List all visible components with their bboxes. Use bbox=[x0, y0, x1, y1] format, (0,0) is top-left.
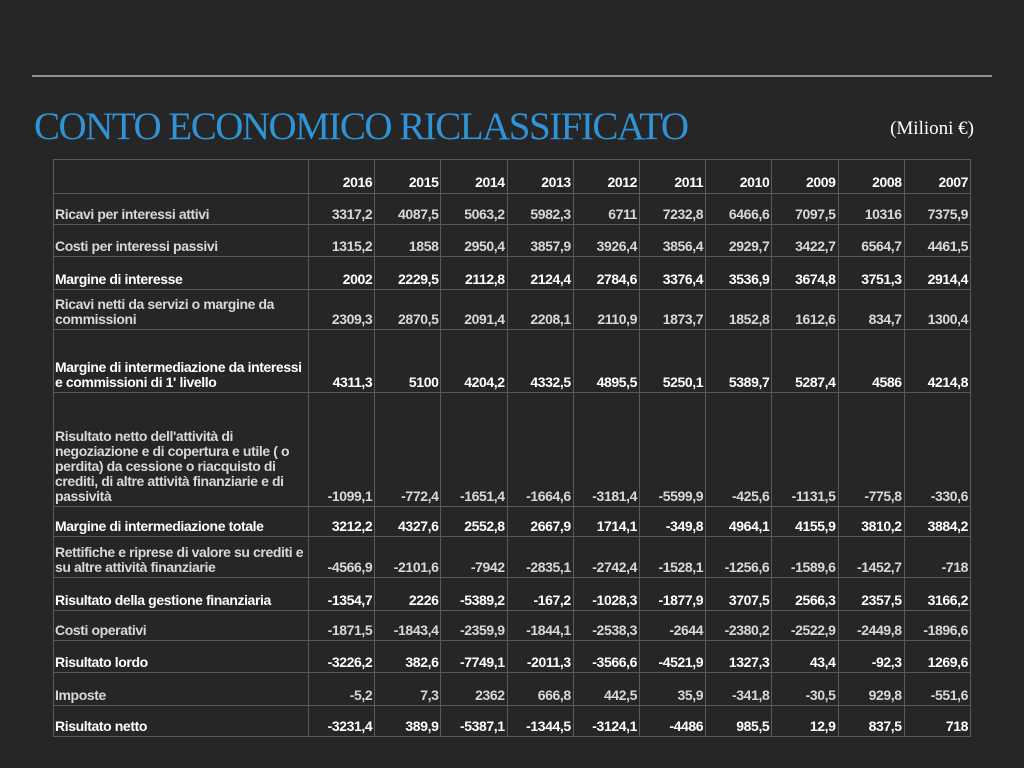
table-cell-value: 10316 bbox=[838, 194, 904, 225]
table-cell-value: 1852,8 bbox=[706, 290, 772, 330]
table-cell-value: 3422,7 bbox=[772, 225, 838, 257]
table-cell-value: 3376,4 bbox=[639, 257, 705, 290]
table-cell-value: 2566,3 bbox=[772, 578, 838, 611]
table-cell-value: -5,2 bbox=[309, 673, 375, 706]
table-cell-value: 4311,3 bbox=[309, 330, 375, 393]
table-cell-value: 5287,4 bbox=[772, 330, 838, 393]
table-cell-value: 3212,2 bbox=[309, 507, 375, 537]
table-cell-value: 2229,5 bbox=[375, 257, 441, 290]
table-row bbox=[54, 507, 971, 537]
table-cell-value: -2380,2 bbox=[706, 611, 772, 641]
row-label: Ricavi netti da servizi o margine da commissioni bbox=[54, 290, 309, 330]
table-cell-value: 2362 bbox=[441, 673, 507, 706]
column-header-2009: 2009 bbox=[772, 160, 838, 194]
table-cell-value: 3317,2 bbox=[309, 194, 375, 225]
table-cell-value: 7,3 bbox=[375, 673, 441, 706]
table-cell-value: 3536,9 bbox=[706, 257, 772, 290]
table-cell-value: -2538,3 bbox=[573, 611, 639, 641]
table-cell-value: 718 bbox=[904, 706, 970, 737]
table-row bbox=[54, 673, 971, 706]
table-cell-value: 3166,2 bbox=[904, 578, 970, 611]
table-cell-value: 4461,5 bbox=[904, 225, 970, 257]
row-label: Margine di intermediazione totale bbox=[54, 507, 309, 537]
table-cell-value: -2522,9 bbox=[772, 611, 838, 641]
table-row bbox=[54, 537, 971, 578]
table-cell-value: 2552,8 bbox=[441, 507, 507, 537]
header-row bbox=[54, 160, 971, 194]
table-cell-value: -1099,1 bbox=[309, 393, 375, 507]
table-row bbox=[54, 706, 971, 737]
table-cell-value: 43,4 bbox=[772, 641, 838, 673]
table-cell-value: -2644 bbox=[639, 611, 705, 641]
table-cell-value: 6466,6 bbox=[706, 194, 772, 225]
table-cell-value: 2124,4 bbox=[507, 257, 573, 290]
table-cell-value: -2011,3 bbox=[507, 641, 573, 673]
table-cell-value: 837,5 bbox=[838, 706, 904, 737]
table-cell-value: 389,9 bbox=[375, 706, 441, 737]
table-cell-value: -1896,6 bbox=[904, 611, 970, 641]
table-cell-value: -4521,9 bbox=[639, 641, 705, 673]
table-cell-value: 834,7 bbox=[838, 290, 904, 330]
table-cell-value: -1131,5 bbox=[772, 393, 838, 507]
table-cell-value: -1452,7 bbox=[838, 537, 904, 578]
table-cell-value: 666,8 bbox=[507, 673, 573, 706]
table-cell-value: 5100 bbox=[375, 330, 441, 393]
table-cell-value: -1354,7 bbox=[309, 578, 375, 611]
table-cell-value: 5982,3 bbox=[507, 194, 573, 225]
table-cell-value: 985,5 bbox=[706, 706, 772, 737]
table-cell-value: 2110,9 bbox=[573, 290, 639, 330]
table-cell-value: -1651,4 bbox=[441, 393, 507, 507]
row-label: Risultato netto dell'attività di negoziazione e di copertura e utile ( o perdita) da cessione o riacquisto di crediti, di altre attività finanziarie e di passività bbox=[54, 393, 309, 507]
table-cell-value: 2914,4 bbox=[904, 257, 970, 290]
table-cell-value: -1589,6 bbox=[772, 537, 838, 578]
table-cell-value: 4155,9 bbox=[772, 507, 838, 537]
table-cell-value: 2226 bbox=[375, 578, 441, 611]
table-cell-value: 4895,5 bbox=[573, 330, 639, 393]
row-label: Rettifiche e riprese di valore su crediti e su altre attività finanziarie bbox=[54, 537, 309, 578]
table-cell-value: 1612,6 bbox=[772, 290, 838, 330]
top-divider bbox=[32, 75, 992, 77]
table-row bbox=[54, 578, 971, 611]
table-row bbox=[54, 393, 971, 507]
table-cell-value: 1315,2 bbox=[309, 225, 375, 257]
table-cell-value: 1300,4 bbox=[904, 290, 970, 330]
table-cell-value: 1873,7 bbox=[639, 290, 705, 330]
table-row bbox=[54, 611, 971, 641]
table-cell-value: -7942 bbox=[441, 537, 507, 578]
table-cell-value: 382,6 bbox=[375, 641, 441, 673]
table-cell-value: 2950,4 bbox=[441, 225, 507, 257]
table-cell-value: 2208,1 bbox=[507, 290, 573, 330]
table-cell-value: -5389,2 bbox=[441, 578, 507, 611]
table-row bbox=[54, 330, 971, 393]
table-cell-value: 1269,6 bbox=[904, 641, 970, 673]
table-row bbox=[54, 257, 971, 290]
table-cell-value: 4327,6 bbox=[375, 507, 441, 537]
table-cell-value: 3674,8 bbox=[772, 257, 838, 290]
table-cell-value: -551,6 bbox=[904, 673, 970, 706]
table-cell-value: 5063,2 bbox=[441, 194, 507, 225]
table-cell-value: -2742,4 bbox=[573, 537, 639, 578]
table-cell-value: -772,4 bbox=[375, 393, 441, 507]
table-cell-value: -3124,1 bbox=[573, 706, 639, 737]
table-cell-value: -92,3 bbox=[838, 641, 904, 673]
table-cell-value: 6711 bbox=[573, 194, 639, 225]
row-label: Risultato netto bbox=[54, 706, 309, 737]
table-cell-value: 929,8 bbox=[838, 673, 904, 706]
slide-title: CONTO ECONOMICO RICLASSIFICATO bbox=[34, 105, 688, 148]
table-row bbox=[54, 194, 971, 225]
row-label: Imposte bbox=[54, 673, 309, 706]
table-cell-value: 4586 bbox=[838, 330, 904, 393]
table-cell-value: -718 bbox=[904, 537, 970, 578]
row-label: Ricavi per interessi attivi bbox=[54, 194, 309, 225]
column-header-2007: 2007 bbox=[904, 160, 970, 194]
table-cell-value: -1843,4 bbox=[375, 611, 441, 641]
table-cell-value: -5599,9 bbox=[639, 393, 705, 507]
table-cell-value: -330,6 bbox=[904, 393, 970, 507]
table-cell-value: 35,9 bbox=[639, 673, 705, 706]
table-cell-value: -2449,8 bbox=[838, 611, 904, 641]
table-body bbox=[54, 194, 971, 737]
table-cell-value: -3566,6 bbox=[573, 641, 639, 673]
table-cell-value: 2357,5 bbox=[838, 578, 904, 611]
table-cell-value: 5389,7 bbox=[706, 330, 772, 393]
table-cell-value: -1877,9 bbox=[639, 578, 705, 611]
table-cell-value: -425,6 bbox=[706, 393, 772, 507]
table-cell-value: 4204,2 bbox=[441, 330, 507, 393]
table-cell-value: 4332,5 bbox=[507, 330, 573, 393]
table-cell-value: -1528,1 bbox=[639, 537, 705, 578]
table-cell-value: 1714,1 bbox=[573, 507, 639, 537]
table-cell-value: -4566,9 bbox=[309, 537, 375, 578]
table-cell-value: -1844,1 bbox=[507, 611, 573, 641]
table-cell-value: 3810,2 bbox=[838, 507, 904, 537]
table-cell-value: -1028,3 bbox=[573, 578, 639, 611]
column-header-2012: 2012 bbox=[573, 160, 639, 194]
table-cell-value: -3181,4 bbox=[573, 393, 639, 507]
table-cell-value: 2929,7 bbox=[706, 225, 772, 257]
table-cell-value: -3231,4 bbox=[309, 706, 375, 737]
table-cell-value: 2002 bbox=[309, 257, 375, 290]
column-header-2013: 2013 bbox=[507, 160, 573, 194]
row-label: Costi per interessi passivi bbox=[54, 225, 309, 257]
table-cell-value: 2870,5 bbox=[375, 290, 441, 330]
row-label: Margine di intermediazione da interessi e commissioni di 1' livello bbox=[54, 330, 309, 393]
table-cell-value: -3226,2 bbox=[309, 641, 375, 673]
column-header-2011: 2011 bbox=[639, 160, 705, 194]
table-row bbox=[54, 641, 971, 673]
row-label: Risultato della gestione finanziaria bbox=[54, 578, 309, 611]
income-statement-table bbox=[53, 159, 971, 737]
column-header-2008: 2008 bbox=[838, 160, 904, 194]
table-cell-value: -5387,1 bbox=[441, 706, 507, 737]
table-cell-value: 2667,9 bbox=[507, 507, 573, 537]
table-cell-value: 7097,5 bbox=[772, 194, 838, 225]
table-cell-value: 2112,8 bbox=[441, 257, 507, 290]
table-cell-value: 3926,4 bbox=[573, 225, 639, 257]
table-cell-value: -30,5 bbox=[772, 673, 838, 706]
table-cell-value: 4964,1 bbox=[706, 507, 772, 537]
table-cell-value: 1858 bbox=[375, 225, 441, 257]
table-cell-value: -775,8 bbox=[838, 393, 904, 507]
header-corner bbox=[54, 160, 309, 194]
table-cell-value: -4486 bbox=[639, 706, 705, 737]
column-header-2014: 2014 bbox=[441, 160, 507, 194]
table-cell-value: 5250,1 bbox=[639, 330, 705, 393]
table-row bbox=[54, 290, 971, 330]
table-cell-value: -2835,1 bbox=[507, 537, 573, 578]
table-cell-value: -1871,5 bbox=[309, 611, 375, 641]
table-cell-value: 3856,4 bbox=[639, 225, 705, 257]
table-cell-value: 1327,3 bbox=[706, 641, 772, 673]
table-cell-value: 2784,6 bbox=[573, 257, 639, 290]
column-header-2016: 2016 bbox=[309, 160, 375, 194]
column-header-2010: 2010 bbox=[706, 160, 772, 194]
table-cell-value: 442,5 bbox=[573, 673, 639, 706]
table-cell-value: -349,8 bbox=[639, 507, 705, 537]
column-header-2015: 2015 bbox=[375, 160, 441, 194]
table-cell-value: 2091,4 bbox=[441, 290, 507, 330]
table-cell-value: 3707,5 bbox=[706, 578, 772, 611]
table-cell-value: -167,2 bbox=[507, 578, 573, 611]
table-cell-value: 4087,5 bbox=[375, 194, 441, 225]
table-cell-value: -7749,1 bbox=[441, 641, 507, 673]
table-cell-value: 3751,3 bbox=[838, 257, 904, 290]
table-cell-value: -1344,5 bbox=[507, 706, 573, 737]
table-cell-value: 2309,3 bbox=[309, 290, 375, 330]
table-cell-value: 6564,7 bbox=[838, 225, 904, 257]
table-cell-value: -2359,9 bbox=[441, 611, 507, 641]
row-label: Risultato lordo bbox=[54, 641, 309, 673]
table-cell-value: 3884,2 bbox=[904, 507, 970, 537]
table-cell-value: -1664,6 bbox=[507, 393, 573, 507]
table-cell-value: 4214,8 bbox=[904, 330, 970, 393]
table-cell-value: -1256,6 bbox=[706, 537, 772, 578]
row-label: Margine di interesse bbox=[54, 257, 309, 290]
table-row bbox=[54, 225, 971, 257]
table-cell-value: -341,8 bbox=[706, 673, 772, 706]
table-cell-value: 3857,9 bbox=[507, 225, 573, 257]
table-cell-value: 12,9 bbox=[772, 706, 838, 737]
row-label: Costi operativi bbox=[54, 611, 309, 641]
table-cell-value: 7232,8 bbox=[639, 194, 705, 225]
table-cell-value: -2101,6 bbox=[375, 537, 441, 578]
unit-label: (Milioni €) bbox=[890, 118, 974, 139]
table-cell-value: 7375,9 bbox=[904, 194, 970, 225]
